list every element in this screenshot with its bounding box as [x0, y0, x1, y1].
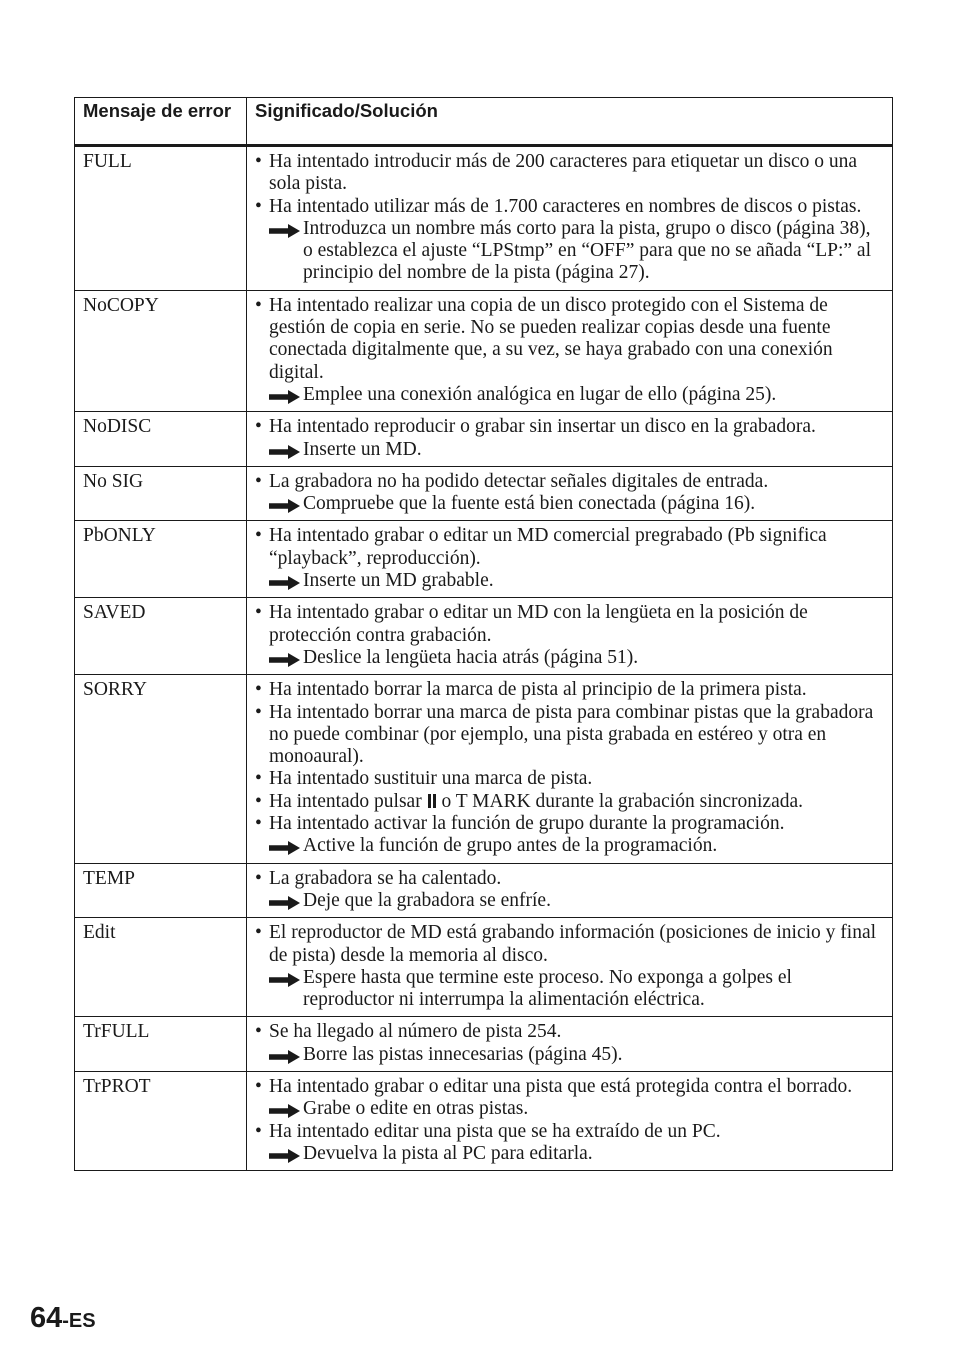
arrow-right-icon	[269, 839, 300, 853]
error-description	[247, 598, 893, 675]
error-description	[247, 863, 893, 918]
solution-item	[255, 647, 884, 669]
bullet-dot: •	[255, 1120, 262, 1142]
error-code: SORRY	[75, 675, 247, 863]
error-code: TrPROT	[75, 1071, 247, 1170]
solution-text: Borre las pistas innecesarias (página 45).	[303, 1043, 623, 1065]
bullet-dot: •	[255, 416, 262, 438]
arrow-right-icon	[269, 651, 300, 665]
header-meaning-solution: Significado/Solución	[247, 98, 893, 146]
bullet-text: Ha intentado editar una pista que se ha extraído de un PC.	[269, 1120, 721, 1142]
table-row	[75, 1071, 893, 1170]
solution-item	[255, 384, 884, 406]
solution-text: Grabe o edite en otras pistas.	[303, 1098, 529, 1120]
bullet-dot: •	[255, 525, 262, 547]
page-number-value: 64	[30, 1302, 63, 1334]
error-code: PbONLY	[75, 521, 247, 598]
solution-text: Deje que la grabadora se enfríe.	[303, 889, 551, 911]
solution-item	[255, 1143, 884, 1165]
bullet-dot: •	[255, 602, 262, 624]
bullet-dot: •	[255, 1075, 262, 1097]
solution-item	[255, 835, 884, 857]
error-code: FULL	[75, 146, 247, 291]
bullet-dot: •	[255, 470, 262, 492]
bullet-text: Ha intentado grabar o editar un MD comercial pregrabado (Pb significa “playback”, reproducción).	[269, 525, 827, 569]
solution-text: Inserte un MD.	[303, 438, 422, 460]
bullet-item	[255, 416, 884, 438]
table-body	[75, 146, 893, 1171]
bullet-item	[255, 151, 884, 196]
bullet-item	[255, 1021, 884, 1043]
bullet-text: Ha intentado utilizar más de 1.700 caracteres en nombres de discos o pistas.	[269, 195, 862, 217]
page-number	[30, 1298, 96, 1341]
bullet-text: Ha intentado introducir más de 200 caracteres para etiquetar un disco o una sola pista.	[269, 151, 858, 195]
bullet-text: La grabadora se ha calentado.	[269, 867, 502, 889]
header-error-message: Mensaje de error	[75, 98, 247, 146]
bullet-text: Ha intentado borrar una marca de pista para combinar pistas que la grabadora no puede combinar (por ejemplo, una pista grabada en estéreo y otra en monoaural).	[269, 701, 874, 768]
bullet-dot: •	[255, 922, 262, 944]
arrow-right-icon	[269, 497, 300, 511]
solution-item	[255, 570, 884, 592]
table-row	[75, 146, 893, 291]
error-description	[247, 412, 893, 467]
bullet-dot: •	[255, 195, 262, 217]
bullet-item	[255, 525, 884, 570]
arrow-right-icon	[269, 1048, 300, 1062]
solution-text: Compruebe que la fuente está bien conectada (página 16).	[303, 493, 756, 515]
error-description	[247, 290, 893, 411]
error-code: No SIG	[75, 466, 247, 521]
solution-item	[255, 218, 884, 285]
bullet-item	[255, 868, 884, 890]
error-code: NoCOPY	[75, 290, 247, 411]
bullet-dot: •	[255, 701, 262, 723]
page-language-suffix: -ES	[62, 1310, 96, 1332]
solution-text: Introduzca un nombre más corto para la pista, grupo o disco (página 38), o establezca el ajuste “LPStmp” en “OFF” para que no se añada “LP:” al principio del nombre de la pista (página 27).	[303, 217, 871, 284]
solution-text: Espere hasta que termine este proceso. No exponga a golpes el reproductor ni interrumpa la alimentación eléctrica.	[303, 966, 792, 1011]
bullet-item	[255, 602, 884, 647]
bullet-item	[255, 295, 884, 384]
error-code: SAVED	[75, 598, 247, 675]
error-messages-table	[74, 97, 893, 1171]
bullet-item	[255, 1076, 884, 1098]
table-row	[75, 290, 893, 411]
arrow-right-icon	[269, 1102, 300, 1116]
pause-icon	[427, 792, 437, 806]
solution-text: Emplee una conexión analógica en lugar de ello (página 25).	[303, 383, 777, 405]
table-header-row	[75, 98, 893, 146]
bullet-text-before: Ha intentado pulsar	[269, 790, 422, 812]
solution-text: Deslice la lengüeta hacia atrás (página 51).	[303, 646, 639, 668]
bullet-text: Ha intentado reproducir o grabar sin insertar un disco en la grabadora.	[269, 416, 816, 438]
arrow-right-icon	[269, 1147, 300, 1161]
error-description	[247, 675, 893, 863]
bullet-dot: •	[255, 151, 262, 172]
error-code: TEMP	[75, 863, 247, 918]
bullet-item	[255, 813, 884, 835]
arrow-right-icon	[269, 388, 300, 402]
solution-item	[255, 1044, 884, 1066]
bullet-dot: •	[255, 813, 262, 835]
error-code: NoDISC	[75, 412, 247, 467]
error-description	[247, 1017, 893, 1072]
bullet-text: Ha intentado grabar o editar una pista que está protegida contra el borrado.	[269, 1075, 853, 1097]
solution-text: Inserte un MD grabable.	[303, 570, 494, 592]
arrow-right-icon	[269, 971, 300, 985]
bullet-item	[255, 922, 884, 967]
bullet-text: La grabadora no ha podido detectar señales digitales de entrada.	[269, 470, 769, 492]
table-row	[75, 863, 893, 918]
bullet-dot: •	[255, 1021, 262, 1043]
arrow-right-icon	[269, 222, 300, 236]
solution-text: Active la función de grupo antes de la programación.	[303, 835, 718, 857]
bullet-dot: •	[255, 790, 262, 812]
table-row	[75, 598, 893, 675]
bullet-dot: •	[255, 679, 262, 701]
arrow-right-icon	[269, 574, 300, 588]
error-code: TrFULL	[75, 1017, 247, 1072]
table-row	[75, 918, 893, 1017]
error-description	[247, 521, 893, 598]
error-description	[247, 1071, 893, 1170]
bullet-dot: •	[255, 294, 262, 316]
table-row	[75, 466, 893, 521]
bullet-item	[255, 471, 884, 493]
solution-item	[255, 439, 884, 461]
bullet-text: Ha intentado realizar una copia de un disco protegido con el Sistema de gestión de copia en serie. No se pueden realizar copias desde una fuente conectada digitalmente que, a su vez, se haya grabado con una conexión digital.	[269, 294, 833, 383]
bullet-text: Se ha llegado al número de pista 254.	[269, 1021, 562, 1043]
bullet-item	[255, 679, 884, 701]
error-description	[247, 466, 893, 521]
error-description	[247, 146, 893, 291]
solution-item	[255, 967, 884, 1012]
bullet-text: Ha intentado sustituir una marca de pista.	[269, 768, 593, 790]
bullet-text: Ha intentado activar la función de grupo durante la programación.	[269, 813, 785, 835]
bullet-text-after: o T MARK durante la grabación sincronizada.	[441, 790, 804, 812]
error-description	[247, 918, 893, 1017]
solution-item	[255, 1098, 884, 1120]
table-row	[75, 521, 893, 598]
arrow-right-icon	[269, 894, 300, 908]
bullet-dot: •	[255, 867, 262, 889]
solution-item	[255, 890, 884, 912]
table-row	[75, 412, 893, 467]
bullet-dot: •	[255, 768, 262, 790]
bullet-text: Ha intentado grabar o editar un MD con la lengüeta en la posición de protección contra grabación.	[269, 602, 808, 646]
solution-item	[255, 493, 884, 515]
bullet-text: El reproductor de MD está grabando información (posiciones de inicio y final de pista) desde la memoria al disco.	[269, 922, 877, 966]
bullet-item	[255, 1121, 884, 1143]
bullet-text: Ha intentado borrar la marca de pista al principio de la primera pista.	[269, 679, 807, 701]
bullet-item	[255, 196, 884, 218]
bullet-item	[255, 791, 884, 813]
table-row	[75, 675, 893, 863]
bullet-item	[255, 768, 884, 790]
arrow-right-icon	[269, 443, 300, 457]
error-code: Edit	[75, 918, 247, 1017]
table-row	[75, 1017, 893, 1072]
solution-text: Devuelva la pista al PC para editarla.	[303, 1142, 593, 1164]
bullet-item	[255, 702, 884, 769]
